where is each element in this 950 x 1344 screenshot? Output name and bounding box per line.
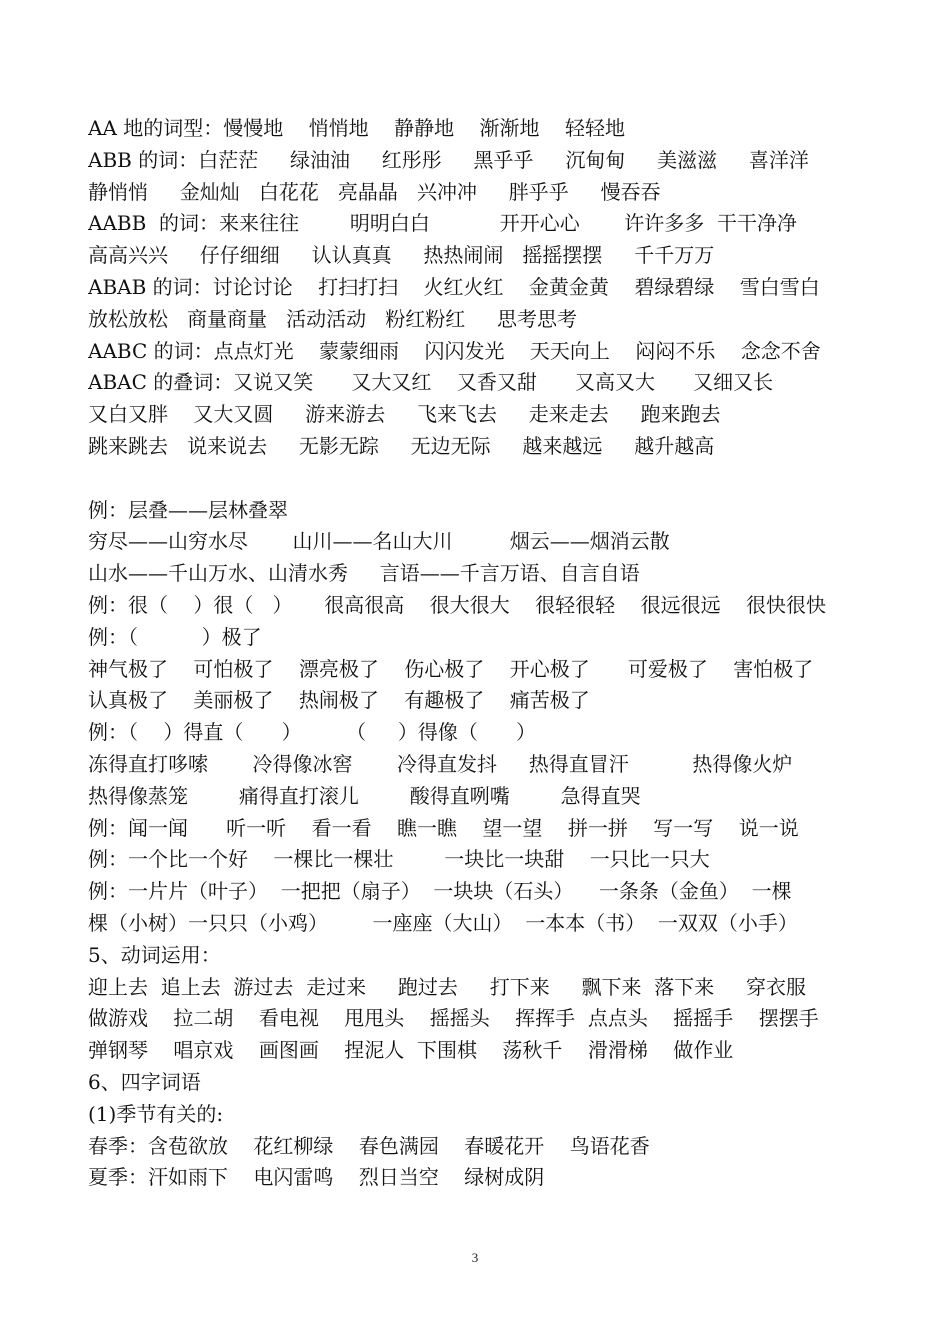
text-line-25: 例：一片片（叶子） 一把把（扇子） 一块块（石头） 一条条（金鱼） 一棵	[88, 879, 792, 904]
text-line-29: 做游戏 拉二胡 看电视 甩甩头 摇摇头 挥挥手 点点头 摇摇手 摆摆手	[88, 1006, 819, 1031]
text-line-13: 例：层叠——层林叠翠	[88, 497, 288, 522]
text-line-4: AABB 的词：来来往往 明明白白 开开心心 许许多多 干干净净	[88, 211, 798, 236]
document-body	[88, 113, 878, 1194]
text-line-18: 神气极了 可怕极了 漂亮极了 伤心极了 开心极了 可爱极了 害怕极了	[88, 656, 814, 681]
blank-line	[88, 463, 878, 495]
text-line-1: AA 地的词型：慢慢地 悄悄地 静静地 渐渐地 轻轻地	[88, 116, 625, 140]
section-heading-verbs: 5、动词运用：	[88, 942, 221, 967]
text-line-34: 夏季：汗如雨下 电闪雷鸣 烈日当空 绿树成阴	[88, 1165, 545, 1190]
text-line-16: 例：很（ ）很（ ） 很高很高 很大很大 很轻很轻 很远很远 很快很快	[88, 592, 827, 617]
text-line-20: 例：（ ）得直（ ） （ ）得像（ ）	[88, 720, 537, 745]
text-line-15: 山水——千山万水、山清水秀 言语——千言万语、自言自语	[88, 561, 640, 586]
text-line-28: 迎上去 追上去 游过去 走过来 跑过去 打下来 飘下来 落下来 穿衣服	[88, 974, 807, 999]
text-line-24: 例：一个比一个好 一棵比一棵壮 一块比一块甜 一只比一只大	[88, 847, 710, 872]
text-line-11: 跳来跳去 说来说去 无影无踪 无边无际 越来越远 越升越高	[88, 433, 715, 458]
text-line-8: AABC 的词：点点灯光 蒙蒙细雨 闪闪发光 天天向上 闷闷不乐 念念不舍	[88, 338, 821, 363]
text-line-14: 穷尽——山穷水尽 山川——名山大川 烟云——烟消云散	[88, 529, 670, 554]
text-line-17: 例：（ ）极了	[88, 624, 262, 649]
page-number: 3	[471, 1250, 479, 1265]
text-line-21: 冻得直打哆嗦 冷得像冰窖 冷得直发抖 热得直冒汗 热得像火炉	[88, 751, 793, 776]
text-line-6: ABAB 的词：讨论讨论 打扫打扫 火红火红 金黄金黄 碧绿碧绿 雪白雪白	[88, 274, 820, 299]
text-line-33: 春季：含苞欲放 花红柳绿 春色满园 春暖花开 鸟语花香	[88, 1133, 650, 1158]
text-line-2: ABB 的词：白茫茫 绿油油 红彤彤 黑乎乎 沉甸甸 美滋滋 喜洋洋	[88, 147, 809, 172]
text-line-7: 放松放松 商量商量 活动活动 粉红粉红 思考思考	[88, 306, 578, 331]
section-heading-idioms: 6、四字词语	[88, 1069, 201, 1094]
text-line-9: ABAC 的叠词：又说又笑 又大又红 又香又甜 又高又大 又细又长	[88, 370, 774, 395]
text-line-23: 例：闻一闻 听一听 看一看 瞧一瞧 望一望 拼一拼 写一写 说一说	[88, 815, 799, 840]
text-line-30: 弹钢琴 唱京戏 画图画 捏泥人 下围棋 荡秋千 滑滑梯 做作业	[88, 1038, 734, 1063]
text-line-5: 高高兴兴 仔仔细细 认认真真 热热闹闹 摇摇摆摆 千千万万	[88, 243, 715, 268]
subsection-heading-seasons: (1)季节有关的:	[88, 1101, 224, 1126]
text-line-19: 认真极了 美丽极了 热闹极了 有趣极了 痛苦极了	[88, 688, 590, 713]
text-line-22: 热得像蒸笼 痛得直打滚儿 酸得直咧嘴 急得直哭	[88, 783, 641, 808]
text-line-10: 又白又胖 又大又圆 游来游去 飞来飞去 走来走去 跑来跑去	[88, 402, 721, 427]
text-line-3: 静悄悄 金灿灿 白花花 亮晶晶 兴冲冲 胖乎乎 慢吞吞	[88, 179, 661, 204]
text-line-26: 棵（小树）一只只（小鸡） 一座座（大山） 一本本（书） 一双双（小手）	[88, 910, 798, 935]
